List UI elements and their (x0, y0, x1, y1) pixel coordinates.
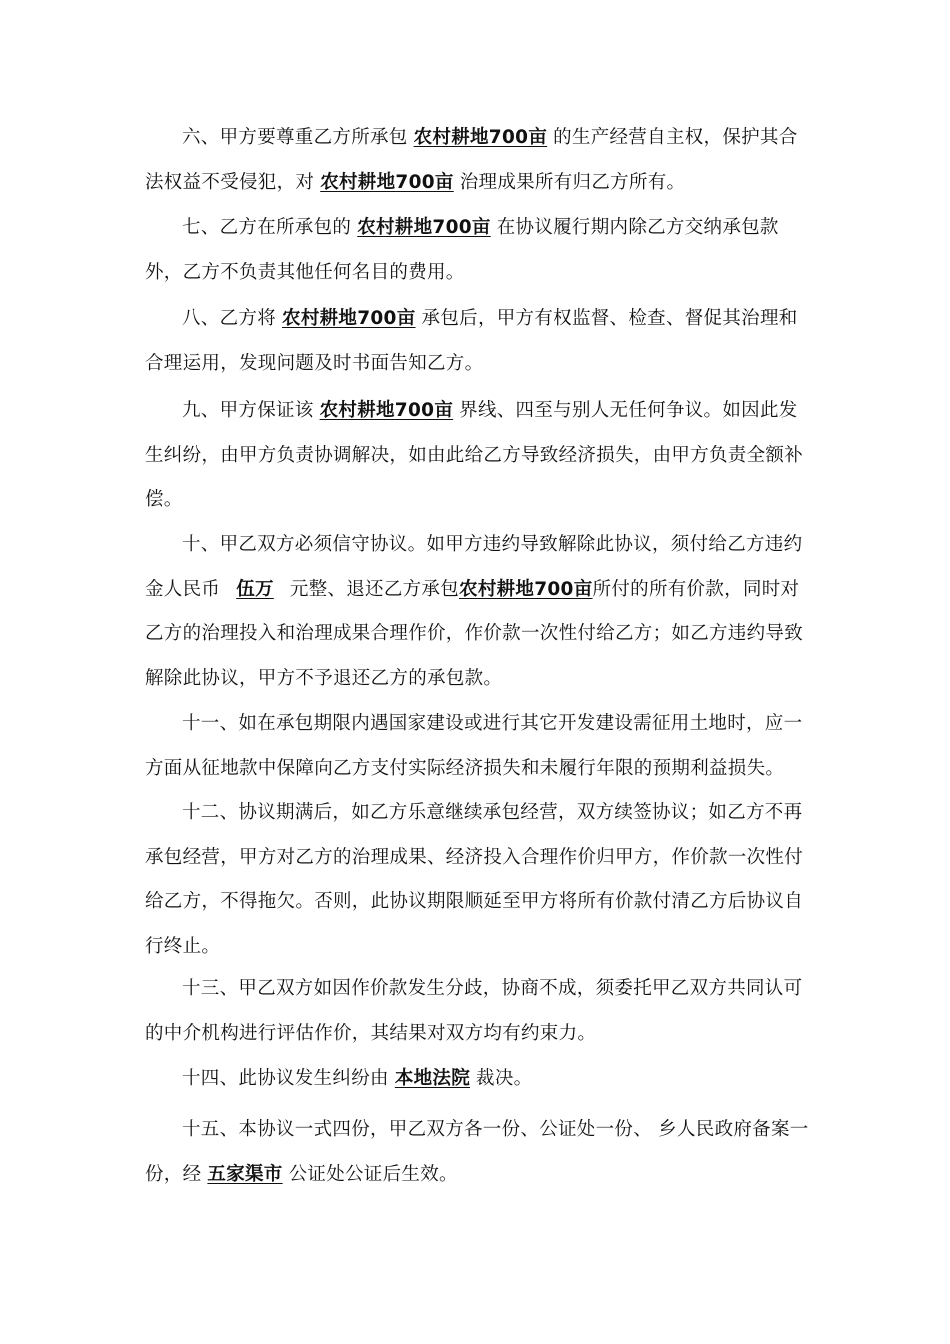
clause-7-filled-field: 农村耕地700亩 (357, 217, 491, 238)
clause-7-text-1: 七、乙方在所承包的 (182, 217, 352, 238)
clause-6-filled-field-1: 农村耕地700亩 (413, 127, 548, 148)
clause-10-filled-field: 农村耕地700亩 (459, 578, 593, 600)
clause-14 (145, 1057, 810, 1102)
clause-6-filled-field-2: 农村耕地700亩 (320, 171, 454, 193)
clause-7-text-2: 在协议履行期内除乙方交纳承包款外，乙方不负责其他任何名目的费用。 (145, 217, 779, 283)
clause-11-text: 十一、如在承包期限内遇国家建设或进行其它开发建设需征用土地时，应一方面从征地款中保障向乙方支付实际经济损失和未履行年限的预期利益损失。 (145, 713, 803, 779)
clause-15-text-2: 公证处公证后生效。 (288, 1163, 458, 1185)
clause-15-city-field: 五家渠市 (207, 1163, 283, 1185)
clause-14-text-2: 裁决。 (476, 1068, 533, 1089)
clause-12-text: 十二、协议期满后，如乙方乐意继续承包经营，双方续签协议；如乙方不再承包经营，甲方对乙方的治理成果、经济投入合理作价归甲方，作价款一次性付给乙方，不得拖欠。否则，此协议期限顺延至甲方将所有价款付清乙方后协议自行终止。 (145, 802, 804, 957)
clause-15-text-1: 十五、本协议一式四份，甲乙双方各一份、公证处一份、 乡人民政府备案一份，经 (145, 1119, 809, 1185)
clause-13 (145, 967, 810, 1056)
clause-6-text-3: 治理成果所有归乙方所有。 (459, 171, 686, 193)
clause-6-text-2: 的生产经营自主权，保护其合法权益不受侵犯，对 (145, 127, 798, 193)
clause-9 (145, 389, 810, 523)
clause-6 (145, 116, 810, 205)
clause-8-text-2: 承包后，甲方有权监督、检查、督促其治理和合理运用，发现问题及时书面告知乙方。 (145, 308, 798, 374)
clause-6-text-1: 六、甲方要尊重乙方所承包 (182, 127, 408, 148)
clause-11 (145, 702, 810, 791)
clause-9-text-2: 界线、四至与别人无任何争议。如因此发生纠纷，由甲方负责协调解决，如由此给乙方导致经济损失，由甲方负责全额补偿。 (145, 400, 804, 510)
clause-10-text-3: 所付的所有价款，同时对乙方的治理投入和治理成果合理作价，作价款一次性付给乙方；如乙方违约导致解除此协议，甲方不予退还乙方的承包款。 (145, 578, 804, 689)
clause-9-filled-field: 农村耕地700亩 (319, 400, 454, 421)
clause-8-text-1: 八、乙方将 (182, 308, 277, 329)
clause-15 (145, 1108, 810, 1197)
clause-12 (145, 791, 810, 969)
clause-14-text-1: 十四、此协议发生纠纷由 (182, 1068, 389, 1089)
clause-13-text: 十三、甲乙双方如因作价款发生分歧，协商不成，须委托甲乙双方共同认可的中介机构进行评估作价，其结果对双方均有约束力。 (145, 978, 803, 1044)
clause-14-court-field: 本地法院 (394, 1068, 471, 1089)
clause-8 (145, 297, 810, 386)
clause-10-penalty-amount: 伍万 (236, 578, 274, 600)
clause-9-text-1: 九、甲方保证该 (182, 400, 314, 421)
clause-10-text-1: 十、甲乙双方必须信守协议。如甲方违约导致解除此协议，须付给乙方违约金人民币 (145, 534, 803, 600)
clause-7 (145, 206, 810, 295)
clause-10-text-2: 元整、退还乙方承包 (289, 578, 460, 600)
clause-8-filled-field: 农村耕地700亩 (282, 308, 416, 329)
clause-10 (145, 523, 810, 701)
